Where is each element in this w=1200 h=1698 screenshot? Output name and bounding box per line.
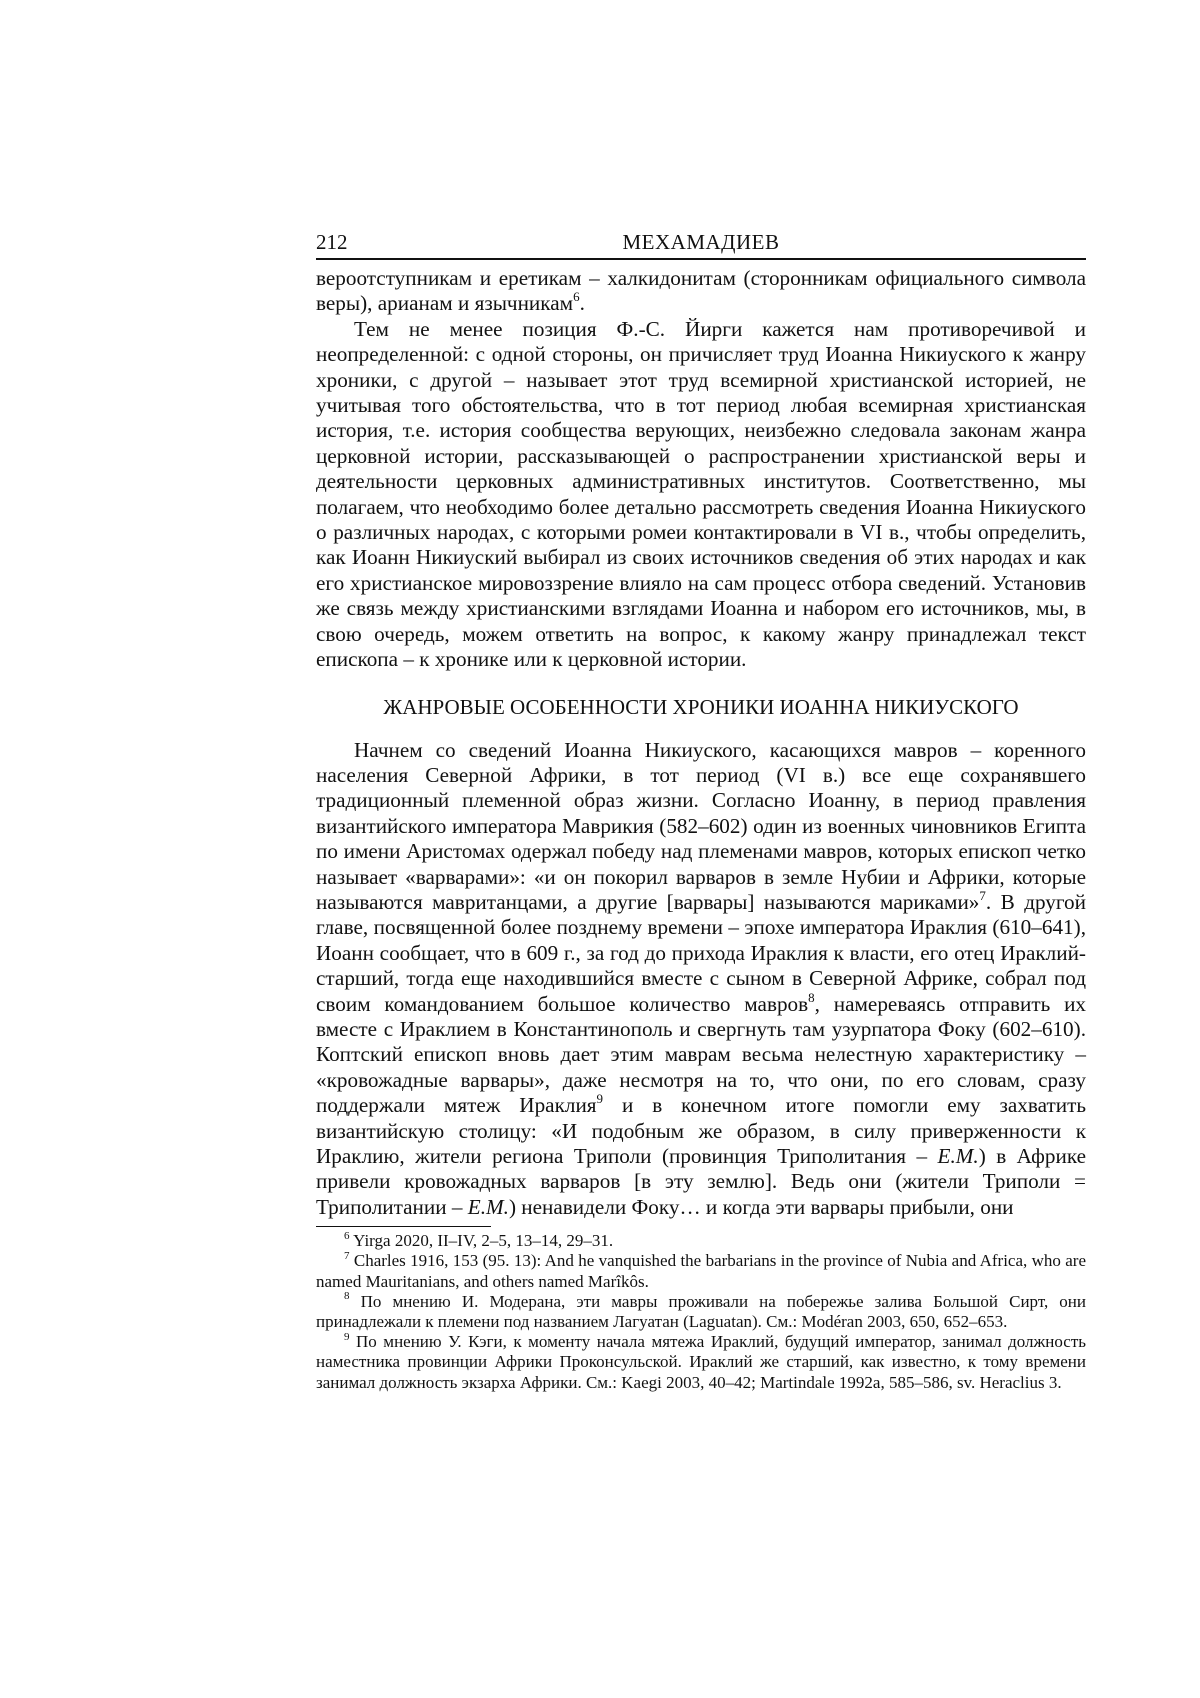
footnote-9 bbox=[316, 1332, 1086, 1393]
paragraph-3-part-2: . В другой главе, посвященной более позднему времени – эпохе императора Ираклия (610–641), Иоанн сообщает, что в 609 г., за год до прихода Ираклия к власти, его отец Ираклий-старший, тогда еще находившийся вместе с сыном в Северной Африке, собрал под своим командованием большое количество мавров bbox=[316, 890, 1086, 1016]
footnote-ref-9: 9 bbox=[597, 1091, 604, 1106]
paragraph-3-part-5: ) в Африке привели кровожадных варваров [в эту землю]. Ведь они (жители Триполи = Триполитании – bbox=[316, 1144, 1086, 1219]
paragraph-1 bbox=[316, 266, 1086, 317]
paragraph-3-part-3: , намереваясь отправить их вместе с Ираклием в Константинополь и свергнуть там узурпатора Фоку (602–610). Коптский епископ вновь дает этим маврам весьма нелестную характеристику – «кровожадные варвары», даже несмотря на то, что они, по его словам, сразу поддержали мятеж Ираклия bbox=[316, 992, 1086, 1118]
footnote-8 bbox=[316, 1292, 1086, 1332]
main-text bbox=[316, 266, 1086, 1220]
running-title: МЕХАМАДИЕВ bbox=[316, 230, 1086, 255]
footnote-number: 6 bbox=[344, 1230, 350, 1242]
footnote-number: 7 bbox=[344, 1250, 350, 1262]
section-heading: ЖАНРОВЫЕ ОСОБЕННОСТИ ХРОНИКИ ИОАННА НИКИУСКОГО bbox=[316, 695, 1086, 720]
paragraph-3 bbox=[316, 738, 1086, 1221]
paragraph-1-end: . bbox=[580, 291, 585, 315]
page bbox=[316, 228, 1086, 1393]
footnote-ref-7: 7 bbox=[979, 888, 986, 903]
footnote-number: 9 bbox=[344, 1331, 350, 1343]
paragraph-3-part-4: и в конечном итоге помогли ему захватить византийскую столицу: «И подобным же образом, в силу приверженности к Ираклию, жители региона Триполи (провинция Триполитания – bbox=[316, 1093, 1086, 1168]
editor-initials: Е.М. bbox=[938, 1144, 979, 1168]
footnote-separator bbox=[316, 1226, 491, 1227]
page-number: 212 bbox=[316, 230, 348, 255]
footnote-text: По мнению У. Кэги, к моменту начала мятежа Ираклий, будущий император, занимал должность наместника провинции Африки Проконсульской. Ираклий же старший, как известно, к тому времени занимал должность экзарха Африки. См.: Kaegi 2003, 40–42; Martindale 1992a, 585–586, sv. Heraclius 3. bbox=[316, 1332, 1086, 1391]
paragraph-2: Тем не менее позиция Ф.-С. Йирги кажется нам противоречивой и неопределенной: с одной стороны, он причисляет труд Иоанна Никиуского к жанру хроники, с другой – называет этот труд всемирной христианской историей, не учитывая того обстоятельства, что в тот период любая всемирная христианская история, т.е. история сообщества верующих, неизбежно следовала законам жанра церковной истории, рассказывающей о распространении христианской веры и деятельности церковных административных институтов. Соответственно, мы полагаем, что необходимо более детально рассмотреть сведения Иоанна Никиуского о различных народах, с которыми ромеи контактировали в VI в., чтобы определить, как Иоанн Никиуский выбирал из своих источников сведения об этих народах и как его христианское мировоззрение влияло на сам процесс отбора сведений. Установив же связь между христианскими взглядами Иоанна и набором его источников, мы, в свою очередь, можем ответить на вопрос, к какому жанру принадлежал текст епископа – к хронике или к церковной истории. bbox=[316, 317, 1086, 673]
footnote-7 bbox=[316, 1251, 1086, 1291]
footnote-text: Charles 1916, 153 (95. 13): And he vanquished the barbarians in the province of Nubia and Africa, who are named Mauritanians, and others named Marîkôs. bbox=[316, 1251, 1086, 1290]
footnote-text: По мнению И. Модерана, эти мавры проживали на побережье залива Большой Сирт, они принадлежали к племени под названием Лагуатан (Laguatan). См.: Modéran 2003, 650, 652–653. bbox=[316, 1292, 1086, 1331]
footnote-ref-6: 6 bbox=[573, 289, 580, 304]
paragraph-3-part-1: Начнем со сведений Иоанна Никиуского, касающихся мавров – коренного населения Северной Африки, в тот период (VI в.) все еще сохранявшего традиционный племенной образ жизни. Согласно Иоанну, в период правления византийского императора Маврикия (582–602) один из военных чиновников Египта по имени Аристомах одержал победу над племенами мавров, которых епископ четко называет «варварами»: «и он покорил варваров в земле Нубии и Африки, которые называются мавританцами, а другие [варвары] называются мариками» bbox=[316, 738, 1086, 914]
paragraph-3-part-6: ) ненавидели Фоку… и когда эти варвары прибыли, они bbox=[509, 1195, 1014, 1219]
footnote-text: Yirga 2020, II–IV, 2–5, 13–14, 29–31. bbox=[353, 1231, 613, 1250]
footnote-6 bbox=[316, 1231, 1086, 1251]
paragraph-1-text: вероотступникам и еретикам – халкидонитам (сторонникам официального символа веры), арианам и язычникам bbox=[316, 266, 1086, 315]
footnote-ref-8: 8 bbox=[808, 990, 815, 1005]
footnotes bbox=[316, 1231, 1086, 1393]
footnote-number: 8 bbox=[344, 1290, 350, 1302]
editor-initials: Е.М. bbox=[468, 1195, 509, 1219]
running-header bbox=[316, 228, 1086, 260]
